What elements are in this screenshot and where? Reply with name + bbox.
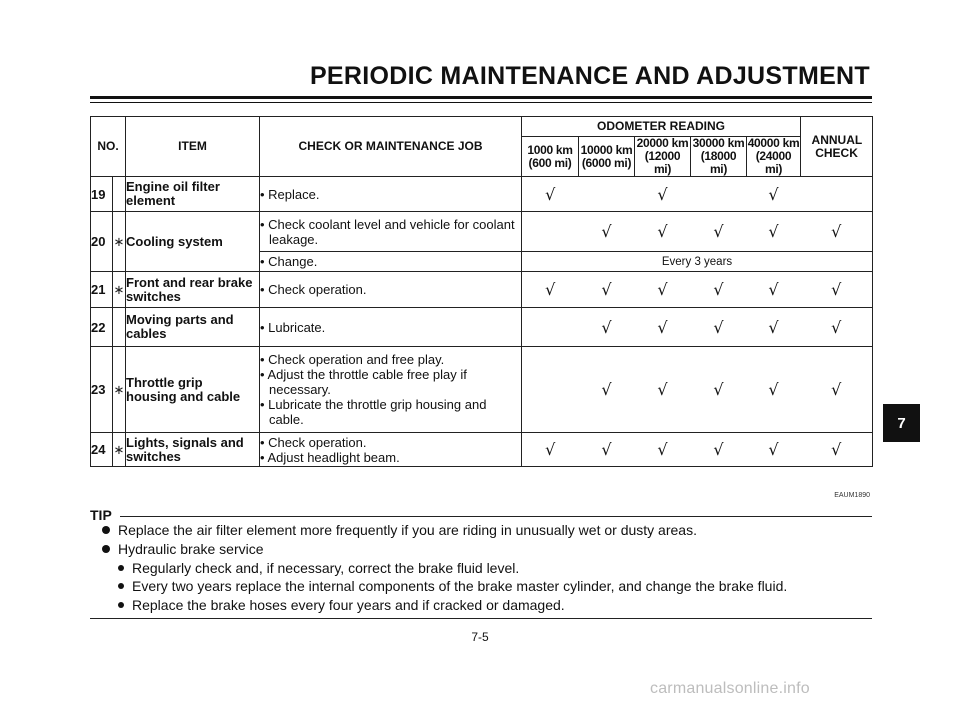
tip-item-text: Regularly check and, if necessary, correct the brake fluid level.: [132, 560, 520, 576]
header-odometer-col: [635, 137, 691, 177]
tip-item-text: Hydraulic brake service: [118, 541, 264, 557]
row-item: Engine oil filter element: [126, 177, 260, 212]
row-job: [260, 308, 522, 347]
row-number: 21: [91, 272, 113, 308]
check-mark: √: [747, 308, 801, 347]
odometer-km: 10000 km: [580, 142, 633, 157]
table-row: [91, 347, 873, 433]
odometer-km: 30000 km: [692, 136, 745, 150]
check-mark: √: [691, 433, 747, 467]
check-mark: √: [635, 212, 691, 252]
check-mark: √: [635, 347, 691, 433]
job-line: • Check coolant level and vehicle for coolant leakage.: [260, 216, 515, 247]
header-odometer: ODOMETER READING: [522, 117, 801, 137]
bullet-icon: [118, 602, 124, 608]
odometer-km: 40000 km: [747, 136, 800, 150]
check-mark: √: [579, 212, 635, 252]
row-number: 20: [91, 212, 113, 272]
check-mark: √: [801, 272, 873, 308]
header-annual-label: ANNUAL CHECK: [811, 132, 863, 160]
tip-item: [118, 597, 565, 613]
check-mark: √: [801, 308, 873, 347]
tip-heading: TIP: [90, 507, 112, 523]
row-number: 22: [91, 308, 113, 347]
header-item: ITEM: [126, 117, 260, 177]
header-odometer-col: [691, 137, 747, 177]
check-mark: √: [691, 272, 747, 308]
row-number: 23: [91, 347, 113, 433]
header-odometer-col: [579, 137, 635, 177]
row-job: [260, 212, 522, 252]
bullet-icon: [102, 545, 110, 553]
check-mark: √: [635, 308, 691, 347]
check-mark: √: [522, 433, 579, 467]
row-job: [260, 272, 522, 308]
header-odometer-col: [747, 137, 801, 177]
bullet-icon: [118, 565, 124, 571]
check-mark: √: [522, 272, 579, 308]
check-mark: √: [691, 212, 747, 252]
row-item: Lights, signals and switches: [126, 433, 260, 467]
title-rule-thin: [90, 102, 872, 103]
check-mark: √: [579, 433, 635, 467]
row-job: [260, 433, 522, 467]
check-mark: √: [635, 177, 691, 212]
job-line: • Adjust the throttle cable free play if necessary.: [260, 367, 467, 397]
odometer-mi: (600 mi): [528, 155, 572, 170]
check-mark: √: [747, 212, 801, 252]
check-mark: √: [747, 347, 801, 433]
table-row: [91, 177, 873, 212]
page-title: PERIODIC MAINTENANCE AND ADJUSTMENT: [309, 62, 870, 90]
check-mark: √: [522, 177, 579, 212]
row-number: 19: [91, 177, 113, 212]
tip-item: [102, 541, 264, 557]
check-mark: √: [579, 308, 635, 347]
row-item: Cooling system: [126, 212, 260, 272]
job-line: • Lubricate the throttle grip housing and cable.: [260, 397, 487, 427]
table-row: [91, 212, 873, 252]
odometer-mi: (18000 mi): [700, 149, 737, 176]
check-mark: √: [579, 272, 635, 308]
page-number: 7-5: [471, 630, 489, 644]
check-empty: [522, 347, 579, 433]
tip-item-text: Replace the brake hoses every four years and if cracked or damaged.: [132, 597, 565, 613]
check-mark: √: [635, 272, 691, 308]
check-mark: √: [747, 177, 801, 212]
check-mark: √: [691, 347, 747, 433]
table-row: [91, 272, 873, 308]
tip-item: [118, 560, 519, 576]
job-line: • Check operation.: [260, 434, 367, 450]
header-job: CHECK OR MAINTENANCE JOB: [260, 117, 522, 177]
watermark: carmanualsonline.info: [650, 680, 810, 697]
row-item: Moving parts and cables: [126, 308, 260, 347]
interval-note: Every 3 years: [522, 252, 873, 272]
dealer-service-mark: ∗: [113, 433, 126, 467]
row-mark-empty: [113, 177, 126, 212]
row-mark-empty: [113, 308, 126, 347]
tip-rule: [120, 516, 872, 517]
document-code: EAUM1890: [834, 492, 870, 499]
job-line: • Lubricate.: [260, 319, 326, 335]
dealer-service-mark: ∗: [113, 347, 126, 433]
tip-bottom-rule: [90, 618, 872, 619]
odometer-km: 1000 km: [527, 142, 573, 157]
maintenance-table: [90, 116, 873, 467]
odometer-km: 20000 km: [636, 136, 689, 150]
tip-item: [118, 578, 787, 594]
job-line: • Change.: [260, 254, 318, 269]
table-row: [91, 308, 873, 347]
row-number: 24: [91, 433, 113, 467]
row-item: Throttle grip housing and cable: [126, 347, 260, 433]
check-mark: √: [747, 433, 801, 467]
header-annual: [801, 117, 873, 177]
job-line: • Check operation and free play.: [260, 352, 445, 367]
check-empty: [522, 308, 579, 347]
check-mark: √: [801, 347, 873, 433]
check-mark: √: [747, 272, 801, 308]
check-mark: √: [691, 308, 747, 347]
check-empty: [801, 177, 873, 212]
title-rule-thick: [90, 96, 872, 99]
row-job: [260, 252, 522, 272]
dealer-service-mark: ∗: [113, 212, 126, 272]
tip-item-text: Every two years replace the internal components of the brake master cylinder, and change the brake fluid.: [132, 578, 788, 594]
odometer-mi: (24000 mi): [755, 149, 792, 176]
job-line: • Check operation.: [260, 282, 367, 297]
bullet-icon: [118, 583, 124, 589]
row-job: [260, 177, 522, 212]
header-no: NO.: [91, 117, 126, 177]
check-mark: √: [635, 433, 691, 467]
row-job: [260, 347, 522, 433]
check-empty: [522, 212, 579, 252]
row-item: Front and rear brake switches: [126, 272, 260, 308]
odometer-mi: (12000 mi): [644, 149, 681, 176]
check-mark: √: [801, 433, 873, 467]
header-odometer-col: [522, 137, 579, 177]
bullet-icon: [102, 526, 110, 534]
odometer-mi: (6000 mi): [581, 155, 632, 170]
job-line: • Adjust headlight beam.: [260, 449, 400, 465]
job-line: • Replace.: [260, 186, 320, 202]
table-row: [91, 433, 873, 467]
dealer-service-mark: ∗: [113, 272, 126, 308]
check-empty: [691, 177, 747, 212]
check-empty: [579, 177, 635, 212]
tip-item: [102, 522, 697, 538]
check-mark: √: [801, 212, 873, 252]
chapter-tab[interactable]: 7: [883, 404, 920, 442]
tip-item-text: Replace the air filter element more frequently if you are riding in unusually wet or dusty areas.: [118, 522, 697, 538]
check-mark: √: [579, 347, 635, 433]
